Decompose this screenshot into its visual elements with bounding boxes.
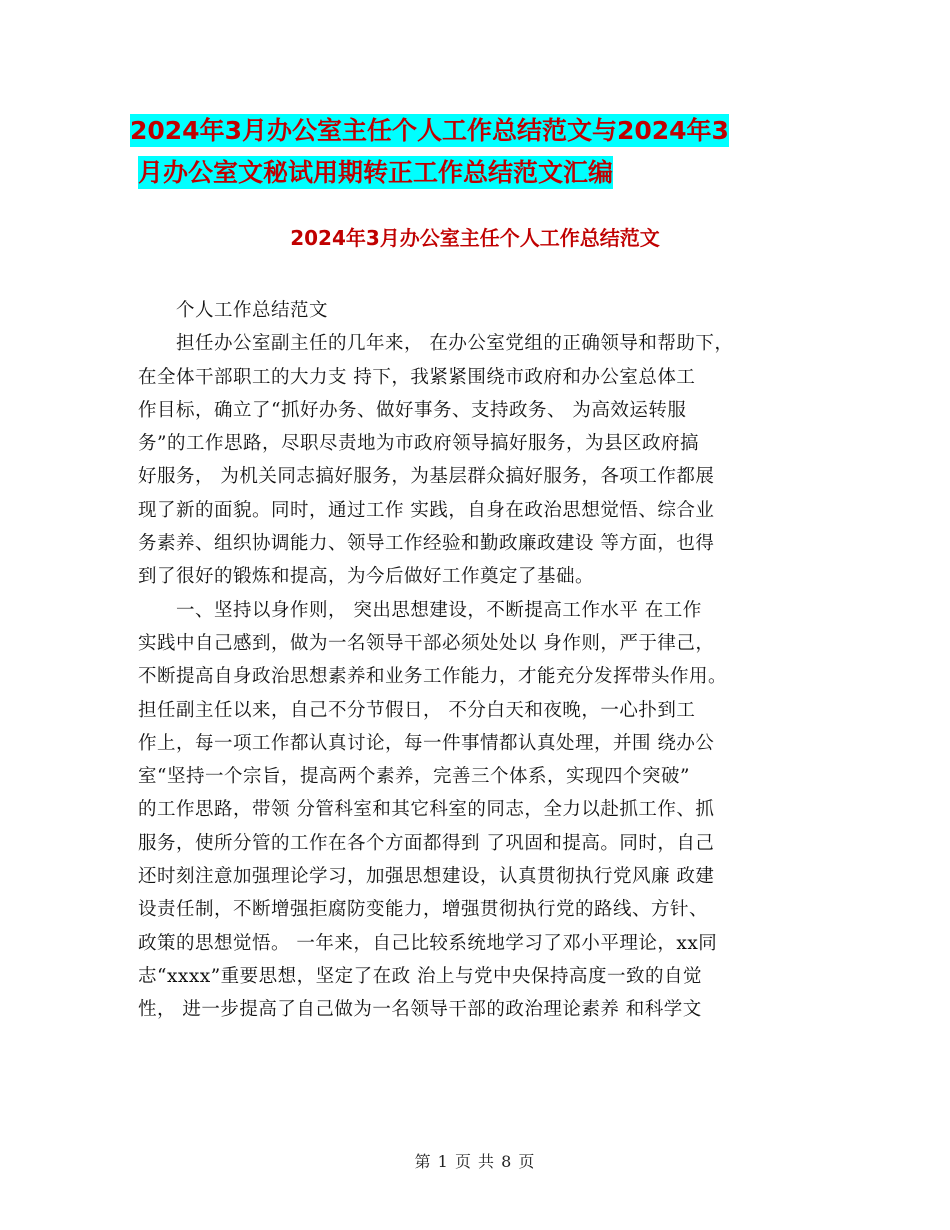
text-line: 好服务， 为机关同志搞好服务，为基层群众搞好服务，各项工作都展: [138, 466, 715, 488]
text-line: 室“坚持一个宗旨，提高两个素养，完善三个体系，实现四个突破”: [138, 766, 690, 788]
text-line: 还时刻注意加强理论学习，加强思想建设，认真贯彻执行党风廉 政建: [138, 866, 715, 888]
text-line: 担任副主任以来，自己不分节假日， 不分白天和夜晚，一心扑到工: [138, 699, 696, 721]
page-number-footer: 第 1 页 共 8 页: [414, 1152, 536, 1171]
text-line: 一、坚持以身作则， 突出思想建设，不断提高工作水平 在工作: [138, 599, 702, 621]
text-line: 作上，每一项工作都认真讨论，每一件事情都认真处理，并围 绕办公: [138, 732, 715, 754]
text-line: 政策的思想觉悟。 一年来，自己比较系统地学习了邓小平理论，xx同: [138, 932, 718, 954]
text-line: 不断提高自身政治思想素养和业务工作能力，才能充分发挥带头作用。: [138, 666, 728, 688]
text-line: 个人工作总结范文: [138, 300, 329, 321]
document-title-line-1: 2024年3月办公室主任个人工作总结范文与2024年3: [130, 116, 729, 145]
text-line: 在全体干部职工的大力支 持下，我紧紧围绕市政府和办公室总体工: [138, 366, 696, 388]
text-line: 设责任制，不断增强拒腐防变能力，增强贯彻执行党的路线、方针、: [138, 899, 709, 921]
text-line: 志“xxxx”重要思想，坚定了在政 治上与党中央保持高度一致的自觉: [138, 965, 703, 987]
body-text: [138, 294, 818, 1027]
text-line: 服务，使所分管的工作在各个方面都得到 了巩固和提高。同时，自己: [138, 832, 715, 854]
text-line: 现了新的面貌。同时，通过工作 实践，自身在政治思想觉悟、综合业: [138, 499, 715, 521]
text-line: 的工作思路，带领 分管科室和其它科室的同志，全力以赴抓工作、抓: [138, 799, 715, 821]
text-line: 作目标，确立了“抓好办务、做好事务、支持政务、 为高效运转服: [138, 399, 687, 421]
text-line: 务”的工作思路，尽职尽责地为市政府领导搞好服务，为县区政府搞: [138, 433, 699, 455]
text-line: 实践中自己感到，做为一名领导干部必须处处以 身作则，严于律己，: [138, 632, 715, 654]
document-title-line-2: 月办公室文秘试用期转正工作总结范文汇编: [138, 158, 614, 187]
text-line: 担任办公室副主任的几年来， 在办公室党组的正确领导和帮助下，: [138, 333, 734, 355]
section-title: 2024年3月办公室主任个人工作总结范文: [290, 226, 660, 250]
text-line: 务素养、组织协调能力、领导工作经验和勤政廉政建设 等方面，也得: [138, 533, 715, 555]
document-title: [130, 110, 830, 194]
text-line: 性， 进一步提高了自己做为一名领导干部的政治理论素养 和科学文: [138, 999, 702, 1021]
text-line: 到了很好的锻炼和提高，为今后做好工作奠定了基础。: [138, 566, 595, 588]
